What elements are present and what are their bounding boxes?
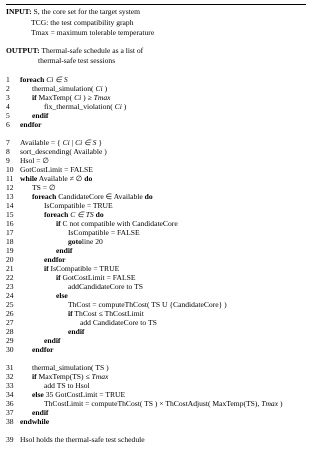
line-content (68, 327, 84, 336)
line-number: 6 (6, 120, 10, 129)
keyword: goto (68, 237, 82, 246)
code-text: | (69, 138, 76, 147)
line-content (32, 93, 111, 102)
code-text: ThCostLimit = computeThCost( TS ) × ThCostAdjust( MaxTemp(TS), (44, 399, 262, 408)
line-number: 16 (6, 219, 14, 228)
input-line-3-row (31, 28, 154, 37)
code-text: add CandidateCore to TS (80, 318, 157, 327)
keyword: else (56, 291, 68, 300)
line-content (20, 165, 93, 174)
code-text: ) (121, 102, 127, 111)
code-text: ) (102, 84, 108, 93)
line-content (44, 255, 66, 264)
code-text: Ci ∈ S (75, 138, 97, 147)
code-text: ThCost ≤ ThCostLimit (72, 309, 144, 318)
line-content (44, 102, 126, 111)
keyword: endif (44, 336, 61, 345)
line-number: 28 (6, 327, 14, 336)
keyword: endif (32, 408, 49, 417)
keyword: endfor (20, 120, 42, 129)
code-text: IsCompatible = TRUE (44, 201, 113, 210)
keyword: endfor (44, 255, 66, 264)
code-text: ) (278, 399, 283, 408)
line-number: 8 (6, 147, 10, 156)
code-text: 35 GotCostLimit = TRUE (43, 390, 126, 399)
line-number: 23 (6, 282, 14, 291)
line-number: 38 (6, 417, 14, 426)
line-number: 29 (6, 336, 14, 345)
keyword: do (84, 174, 93, 183)
code-text: C ∈ TS (68, 210, 94, 219)
line-number: 36 (6, 399, 14, 408)
line-content (68, 309, 144, 318)
keyword: endif (68, 327, 85, 336)
output-label: OUTPUT: (6, 46, 40, 55)
keyword: endfor (32, 345, 54, 354)
line-content (32, 345, 54, 354)
line-number: 12 (6, 183, 14, 192)
line-content (44, 336, 60, 345)
line-content (68, 282, 143, 291)
input-label: INPUT: (6, 7, 32, 16)
line-content (20, 75, 68, 84)
output-line-2-row (38, 56, 115, 65)
output-line-2: thermal-safe test sessions (38, 56, 116, 65)
keyword: foreach (44, 210, 69, 219)
keyword: do (144, 192, 153, 201)
line-content (20, 120, 42, 129)
line-number: 25 (6, 300, 14, 309)
line-content (32, 192, 153, 201)
line-number: 20 (6, 255, 14, 264)
line-content (32, 390, 125, 399)
keyword: if (32, 93, 37, 102)
keyword: endwhile (20, 417, 50, 426)
line-number: 24 (6, 291, 14, 300)
code-text: Ci (74, 93, 82, 102)
line-number: 18 (6, 237, 14, 246)
code-text: Hsol = ∅ (20, 156, 50, 165)
code-text: Tmax (91, 372, 109, 381)
keyword: if (56, 219, 61, 228)
code-text: Ci ∈ S (44, 75, 68, 84)
line-number: 1 (6, 75, 10, 84)
line-number: 31 (6, 363, 14, 372)
line-number: 7 (6, 138, 10, 147)
code-text: MaxTemp( (36, 93, 75, 102)
code-text: line 20 (81, 237, 103, 246)
keyword: foreach (32, 192, 57, 201)
code-text: thermal_simulation( (32, 84, 96, 93)
line-content (32, 183, 56, 192)
line-content (44, 399, 283, 408)
line-number: 21 (6, 264, 14, 273)
line-number: 14 (6, 201, 14, 210)
line-content (44, 264, 119, 273)
line-number: 19 (6, 246, 14, 255)
code-text: Tmax (261, 399, 279, 408)
top-rule (6, 4, 306, 5)
line-number: 9 (6, 156, 10, 165)
input-line (6, 7, 140, 16)
keyword: do (95, 210, 104, 219)
line-number: 39 (6, 435, 14, 444)
line-content (44, 381, 90, 390)
code-text: IsCompatible = FALSE (68, 228, 140, 237)
code-text: GotCostLimit = FALSE (20, 165, 93, 174)
code-text: thermal_simulation( TS ) (32, 363, 109, 372)
line-number: 10 (6, 165, 14, 174)
line-content (56, 291, 68, 300)
line-content (32, 363, 109, 372)
output-line (6, 46, 143, 55)
line-number: 15 (6, 210, 14, 219)
keyword: endif (56, 246, 73, 255)
line-number: 30 (6, 345, 14, 354)
keyword: else (32, 390, 44, 399)
code-text: fix_thermal_violation( (44, 102, 115, 111)
code-text: Available = { (20, 138, 63, 147)
line-content (20, 156, 49, 165)
line-content (32, 84, 107, 93)
code-text: C not compatible with CandidateCore (60, 219, 178, 228)
code-text: MaxTemp(TS) ≤ (36, 372, 92, 381)
code-text: Ci (114, 102, 122, 111)
line-number: 4 (6, 102, 10, 111)
line-number: 37 (6, 408, 14, 417)
line-content (20, 174, 92, 183)
line-number: 13 (6, 192, 14, 201)
line-content (68, 300, 227, 309)
line-number: 11 (6, 174, 14, 183)
line-content (56, 219, 178, 228)
code-text: sort_descending( Available ) (20, 147, 107, 156)
code-text: Ci (95, 84, 103, 93)
code-text: ) ≥ (81, 93, 94, 102)
keyword: if (68, 309, 73, 318)
input-line-2: TCG: the test compatibility graph (31, 18, 134, 27)
line-number: 22 (6, 273, 14, 282)
code-text: Tmax (93, 93, 111, 102)
keyword: foreach (20, 75, 45, 84)
code-text: IsCompatible = TRUE (48, 264, 120, 273)
line-content (20, 435, 145, 444)
input-line-2-row (31, 18, 134, 27)
line-content (20, 147, 107, 156)
code-text: GotCostLimit = FALSE (60, 273, 136, 282)
line-content (20, 417, 49, 426)
keyword: while (20, 174, 38, 183)
line-number: 27 (6, 318, 14, 327)
keyword: if (44, 264, 49, 273)
code-text: Ci (62, 138, 70, 147)
line-number: 3 (6, 93, 10, 102)
line-number: 33 (6, 381, 14, 390)
line-number: 32 (6, 372, 14, 381)
input-line-1: S, the core set for the target system (33, 7, 141, 16)
input-line-3: Tmax = maximum tolerable temperature (31, 28, 155, 37)
output-line-1: Thermal-safe schedule as a list of (41, 46, 144, 55)
line-content (68, 237, 103, 246)
line-content (32, 111, 48, 120)
code-text: Available ≠ ∅ (37, 174, 85, 183)
line-content (32, 372, 108, 381)
line-content (44, 210, 104, 219)
keyword: if (32, 372, 37, 381)
line-content (44, 201, 113, 210)
line-content (32, 408, 48, 417)
line-content (56, 273, 135, 282)
line-number: 17 (6, 228, 14, 237)
code-text: TS = ∅ (32, 183, 56, 192)
line-content (20, 138, 102, 147)
code-text: Hsol holds the thermal-safe test schedule (20, 435, 145, 444)
line-number: 2 (6, 84, 10, 93)
code-text: } (96, 138, 103, 147)
code-text: addCandidateCore to TS (68, 282, 143, 291)
code-text: CandidateCore ∈ Available (56, 192, 145, 201)
line-content (56, 246, 72, 255)
line-number: 34 (6, 390, 14, 399)
line-content (68, 228, 140, 237)
code-text: add TS to Hsol (44, 381, 90, 390)
code-text: ThCost = computeThCost( TS U {CandidateCore} ) (68, 300, 227, 309)
line-content (80, 318, 157, 327)
line-number: 26 (6, 309, 14, 318)
keyword: endif (32, 111, 49, 120)
keyword: if (56, 273, 61, 282)
line-number: 5 (6, 111, 10, 120)
